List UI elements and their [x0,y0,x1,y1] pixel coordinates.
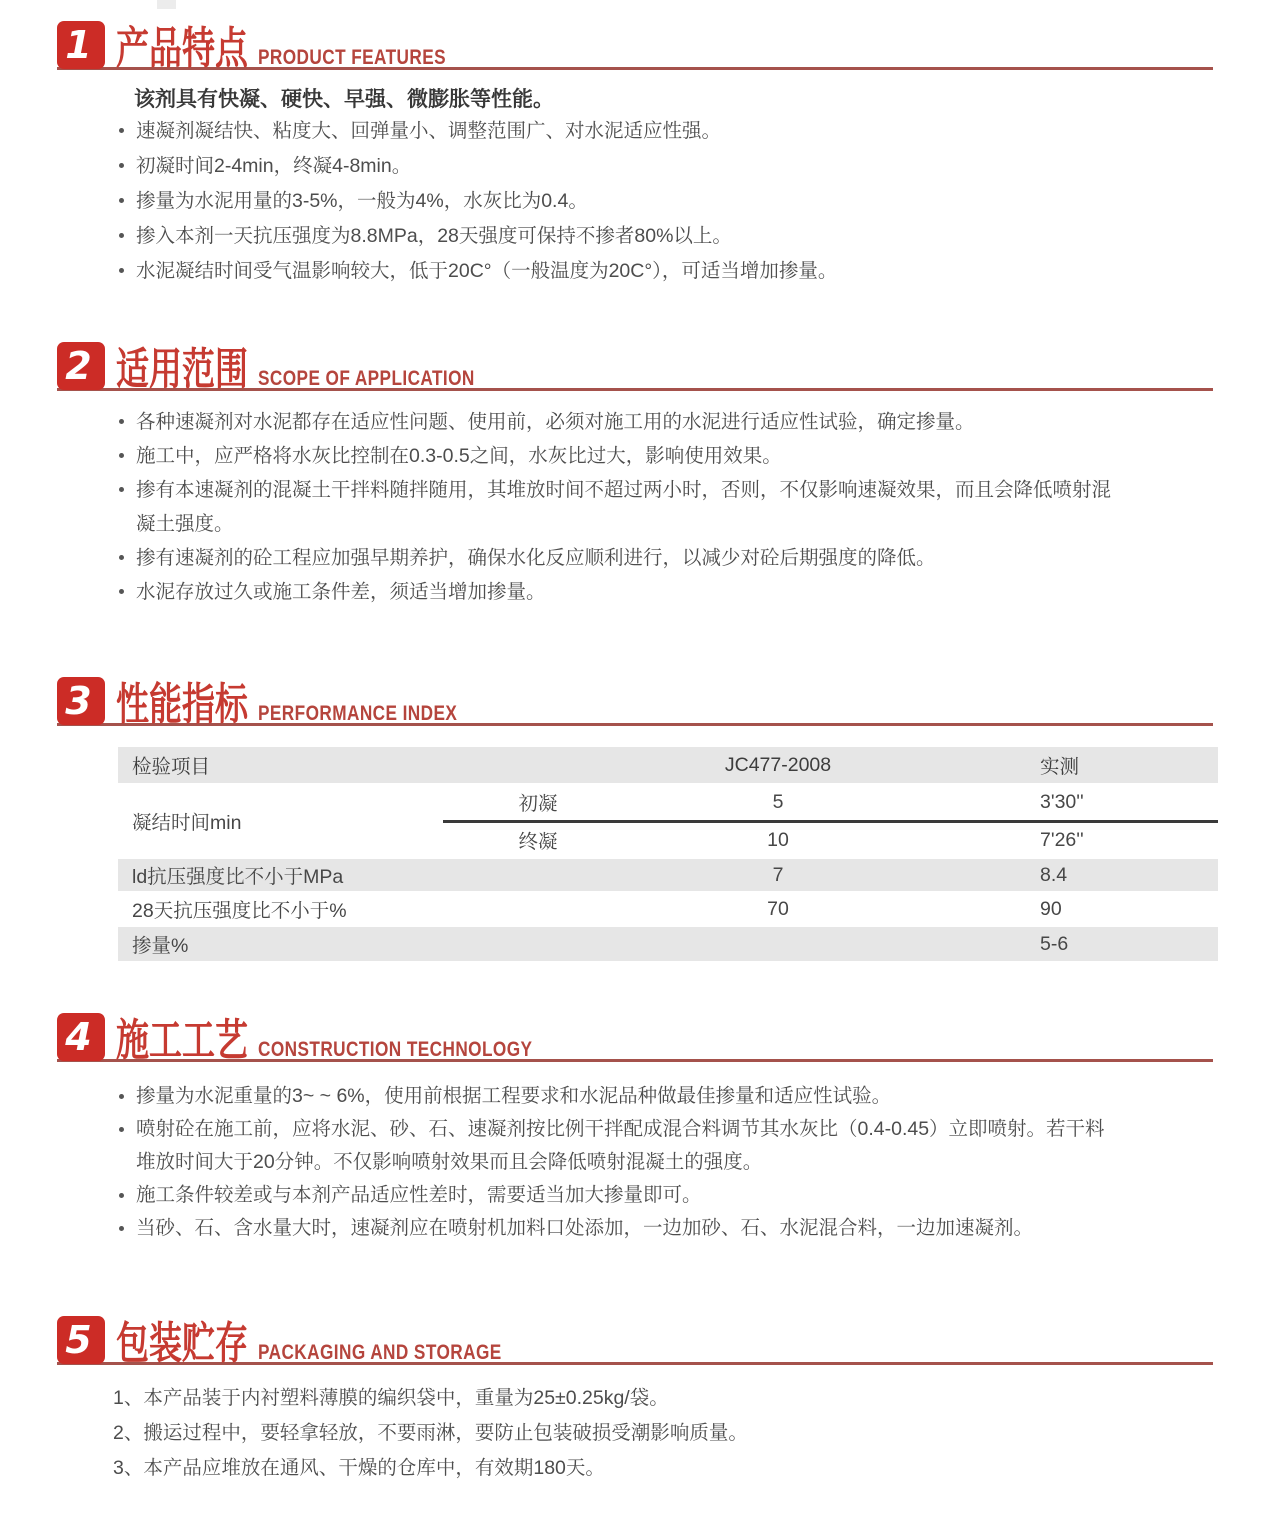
section-title: 性能指标 [116,680,248,729]
table-row [118,783,1218,821]
sub-label: 终凝 [518,831,558,853]
section-titles [116,342,1216,394]
list-item: 水泥存放过久或施工条件差，须适当增加掺量。 [116,575,1111,609]
list-item: 2、搬运过程中，要轻拿轻放，不要雨淋，要防止包装破损受潮影响质量。 [113,1422,748,1444]
section-3-header [0,677,1280,737]
section-titles [116,1013,1216,1065]
list-item: 喷射砼在施工前，应将水泥、砂、石、速凝剂按比例干拌配成混合料调节其水灰比（0.4-0.45）立即喷射。若干料 堆放时间大于20分钟。不仅影响喷射效果而且会降低喷射混凝土的强度。 [116,1113,1105,1179]
standard-value: 7 [772,863,784,886]
header-cell-standard: JC477-2008 [724,753,832,776]
feature-lead: 该剂具有快凝、硬快、早强、微膨胀等性能。 [134,88,554,111]
table-row [118,891,1218,927]
measured-value: 5-6 [1040,932,1069,955]
section-number-badge [57,342,105,390]
construction-list [116,1080,1105,1245]
feature-list [116,114,837,289]
row-label: 28天抗压强度比不小于% [132,900,347,922]
section-number-badge [57,677,105,725]
section-2-header [0,342,1280,402]
standard-value: 5 [772,790,784,813]
sub-label: 初凝 [518,793,558,815]
spec-table [118,747,1218,961]
row-label: 掺量% [132,935,189,957]
section-subtitle: PACKAGING AND STORAGE [258,1341,502,1364]
setting-time-row-group [118,783,1218,859]
section-title: 适用范围 [116,345,248,394]
table-header-row [118,747,1218,783]
measured-value: 7'26'' [1040,828,1084,851]
measured-value: 3'30'' [1040,790,1084,813]
section-1-header [0,21,1280,81]
section-4-header [0,1013,1280,1073]
list-item: 施工条件较差或与本剂产品适应性差时，需要适当加大掺量即可。 [116,1179,1105,1212]
list-item: 速凝剂凝结快、粘度大、回弹量小、调整范围广、对水泥适应性强。 [116,114,837,149]
section-title: 施工工艺 [116,1016,248,1065]
section-title: 产品特点 [116,24,248,73]
section-number: 2 [65,344,92,388]
table-row [118,927,1218,961]
measured-value: 90 [1040,897,1062,920]
list-item: 各种速凝剂对水泥都存在适应性问题、使用前，必须对施工用的水泥进行适应性试验，确定掺量。 [116,405,1111,439]
section-number-badge [57,1316,105,1364]
section-subtitle: PERFORMANCE INDEX [258,702,458,725]
list-item: 初凝时间2-4min，终凝4-8min。 [116,149,837,184]
list-item: 3、本产品应堆放在通风、干燥的仓库中，有效期180天。 [113,1457,605,1479]
list-item: 掺有本速凝剂的混凝土干拌料随拌随用，其堆放时间不超过两小时，否则，不仅影响速凝效果，而且会降低喷射混 凝土强度。 [116,473,1111,541]
header-cell-item: 检验项目 [132,756,211,778]
standard-value: 70 [767,897,789,920]
list-item: 掺入本剂一天抗压强度为8.8MPa，28天强度可保持不掺者80%以上。 [116,219,837,254]
section-subtitle: CONSTRUCTION TECHNOLOGY [258,1038,533,1061]
section-number: 3 [65,679,92,723]
list-item: 1、本产品装于内衬塑料薄膜的编织袋中，重量为25±0.25kg/袋。 [113,1387,669,1409]
measured-value: 8.4 [1040,863,1068,886]
section-titles [116,1316,1216,1368]
packaging-list [113,1381,748,1486]
section-number-badge [57,1013,105,1061]
header-cell-measured: 实测 [1040,756,1080,778]
table-row [118,821,1218,859]
section-number: 5 [65,1318,92,1362]
scan-artifact [157,0,176,9]
section-titles [116,21,1216,73]
list-item: 掺有速凝剂的砼工程应加强早期养护，确保水化反应顺利进行，以减少对砼后期强度的降低。 [116,541,1111,575]
section-titles [116,677,1216,729]
scope-list [116,405,1111,609]
row-label: ld抗压强度比不小于MPa [132,866,344,888]
section-number: 4 [65,1015,92,1059]
standard-value: 10 [767,828,789,851]
list-item: 水泥凝结时间受气温影响较大，低于20C°（一般温度为20C°），可适当增加掺量。 [116,254,837,289]
section-5-header [0,1316,1280,1376]
table-row [118,859,1218,891]
list-item: 当砂、石、含水量大时，速凝剂应在喷射机加料口处添加，一边加砂、石、水泥混合料，一边加速凝剂。 [116,1212,1105,1245]
section-subtitle: SCOPE OF APPLICATION [258,367,475,390]
list-item: 施工中，应严格将水灰比控制在0.3-0.5之间，水灰比过大，影响使用效果。 [116,439,1111,473]
section-number-badge [57,21,105,69]
section-subtitle: PRODUCT FEATURES [258,46,447,69]
list-item: 掺量为水泥用量的3-5%，一般为4%，水灰比为0.4。 [116,184,837,219]
list-item: 掺量为水泥重量的3~ ~ 6%，使用前根据工程要求和水泥品种做最佳掺量和适应性试验。 [116,1080,1105,1113]
section-title: 包装贮存 [116,1319,248,1368]
section-number: 1 [65,23,92,67]
row-label: 凝结时间min [132,812,242,834]
